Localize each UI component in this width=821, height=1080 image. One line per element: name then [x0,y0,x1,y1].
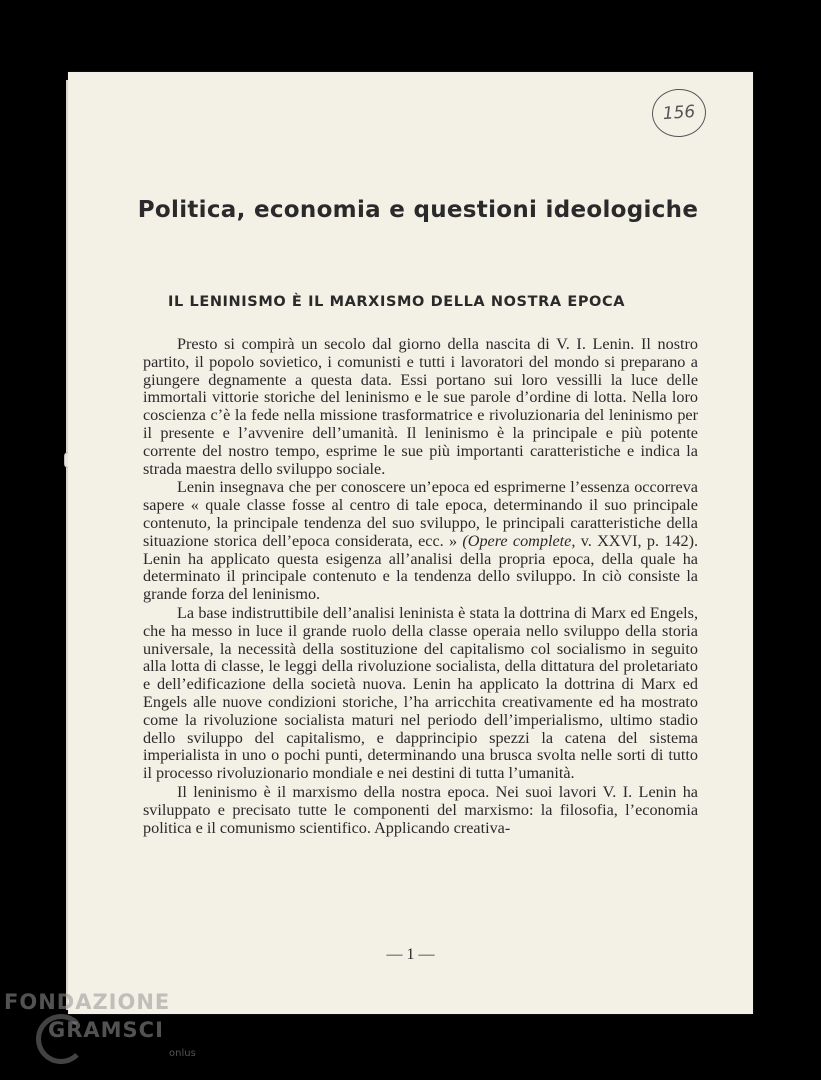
archive-number-stamp: 156 [650,87,707,139]
article-body [143,336,698,837]
page-number: — 1 — [386,946,435,963]
paragraph-2-rest: v. XXVI, p. 142). Lenin ha applicato questa esigenza all’analisi della propria epoca, della quale ha determinato il principale contenuto e la tendenza dello sviluppo. In ciò consiste la grande forza del leninismo. [143,531,699,604]
paragraph-3: La base indistruttibile dell’analisi leninista è stata la dottrina di Marx ed Engels, che ha messo in luce il grande ruolo della classe operaia nello sviluppo della storia universale, la necessità della sostituzione del capitalismo col socialismo in seguito alla lotta di classe, le leggi della rivoluzione socialista, della dittatura del proletariato e dell’edificazione della società nuova. Lenin ha applicato la dottrina di Marx ed Engels alle nuove condizioni storiche, l’ha arricchita creativamente ed ha mostrato come la rivoluzione socialista maturi nel periodo dell’imperialismo, ultimo stadio dello sviluppo del capitalismo, e dapprincipio spezzi la catena del sistema imperialista in uno o pochi punti, determinando una brusca svolta nelle sorti di tutto il processo rivoluzionario mondiale e nei destini di tutta l’umanità. [143,603,698,783]
watermark-line2: GRAMSCI [48,1018,164,1042]
paragraph-2-quote: Lenin insegnava che per conoscere un’epoca ed esprimerne l’essenza occorreva sapere « quale classe fosse al centro di tale epoca, determinando il suo principale contenuto, la principale tendenza del suo sviluppo, le principali caratteristiche della situazione storica dell’epoca considerata, ecc. » [143,478,698,550]
paragraph-1: Presto si compirà un secolo dal giorno della nascita di V. I. Lenin. Il nostro partito, il popolo sovietico, i comunisti e tutti i lavoratori del mondo si preparano a giungere degnamente a questa data. Essi portano sui loro vessilli la luce delle immortali vittorie storiche del leninismo e le sue parole d’ordine di lotta. Nella loro coscienza c’è la fede nella missione trasformatrice e rivoluzionaria del leninismo per il presente e l’avvenire dell’umanità. Il leninismo è la principale e più potente corrente del nostro tempo, esprime le sue più importanti caratteristiche e indica la strada maestra dello sviluppo sociale. [143,335,698,478]
paragraph-2 [143,479,698,604]
article-title: IL LENINISMO È IL MARXISMO DELLA NOSTRA EPOCA [168,294,626,310]
paragraph-4: Il leninismo è il marxismo della nostra epoca. Nei suoi lavori V. I. Lenin ha sviluppato e precisato tutte le componenti del marxismo: la filosofia, l’economia politica e il comunismo scientifico. Applicando creativa- [143,782,698,837]
citation-title: (Opere complete, [462,531,576,550]
watermark-line1: FONDAZIONE [4,990,171,1014]
watermark-suffix: onlus [169,1048,196,1059]
section-title: Politica, economia e questioni ideologiche [137,197,699,223]
document-page [68,72,753,1014]
fondazione-gramsci-watermark [4,990,224,1075]
